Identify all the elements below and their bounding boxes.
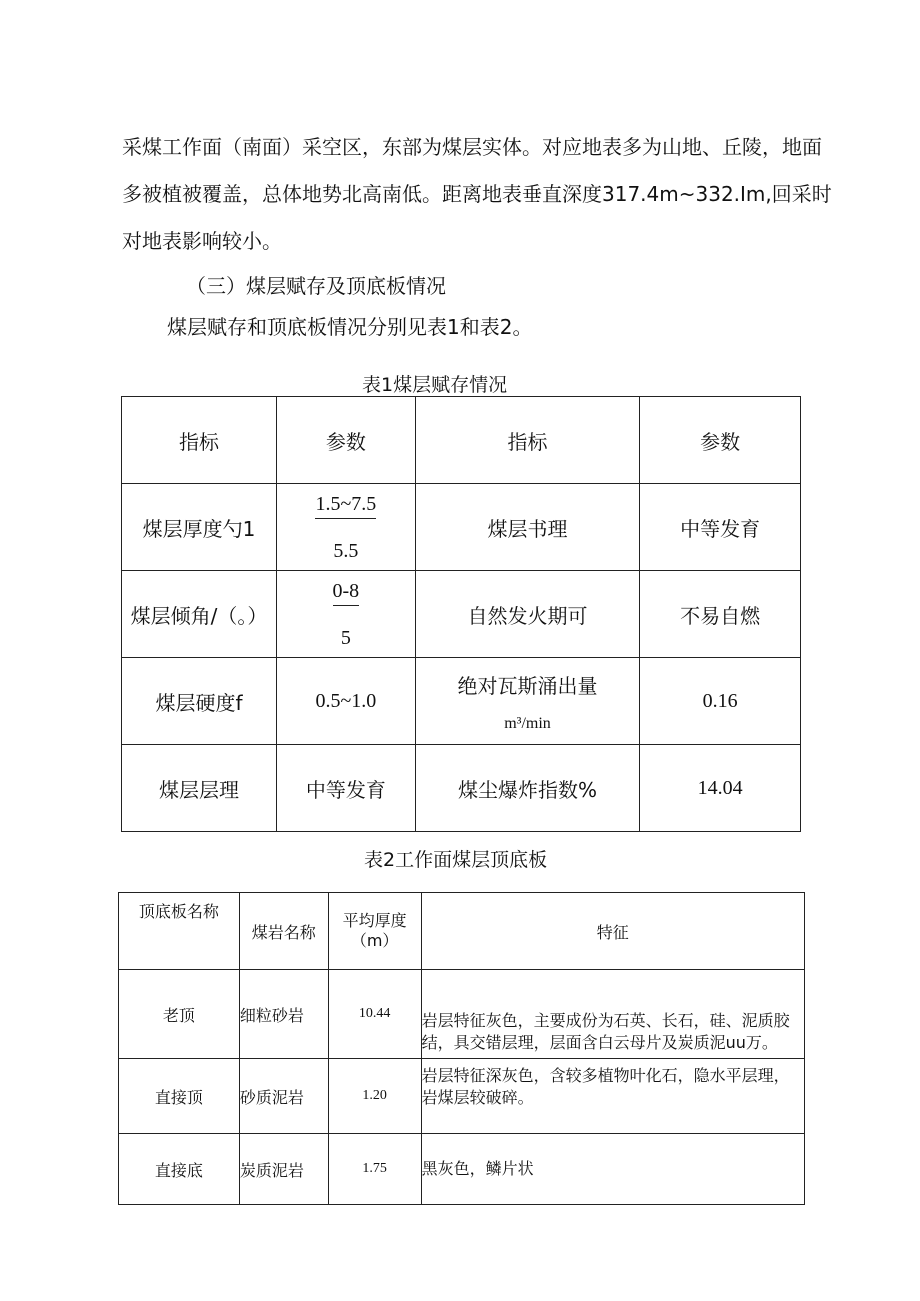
indicator-cell: 煤尘爆炸指数% (415, 745, 640, 832)
thickness-cell: 1.75 (328, 1134, 421, 1205)
parameter-cell: 0.5~1.0 (276, 658, 415, 745)
indicator-cell (415, 658, 640, 745)
thickness-cell: 10.44 (328, 970, 421, 1059)
indicator-cell: 煤层厚度勺1 (122, 484, 277, 571)
indicator-cell: 自然发火期可 (415, 571, 640, 658)
table-header-row (122, 397, 801, 484)
header-cell: 顶底板名称 (119, 893, 240, 970)
roof-floor-table (118, 892, 805, 1205)
parameter-cell (276, 571, 415, 658)
parameter-cell: 14.04 (640, 745, 801, 832)
header-cell: 平均厚度（m） (328, 893, 421, 970)
parameter-cell: 中等发育 (276, 745, 415, 832)
header-cell: 指标 (122, 397, 277, 484)
name-cell: 老顶 (119, 970, 240, 1059)
feature-cell: 岩层特征深灰色，含较多植物叶化石，隐水平层理，岩煤层较破碎。 (421, 1059, 804, 1134)
unit-label: m³/min (504, 714, 551, 732)
name-cell: 直接底 (119, 1134, 240, 1205)
feature-cell: 岩层特征灰色，主要成份为石英、长石，硅、泥质胶结，具交错层理，层面含白云母片及炭质泥uu万。 (421, 970, 804, 1059)
table-row (122, 745, 801, 832)
header-cell: 特征 (421, 893, 804, 970)
indicator-cell: 煤层层理 (122, 745, 277, 832)
table-row (122, 571, 801, 658)
paragraph-goaf-description: 采煤工作面（南面）采空区，东部为煤层实体。对应地表多为山地、丘陵，地面多被植被覆盖，总体地势北高南低。距离地表垂直深度317.4m~332.Im,回采时对地表影响较小。 (122, 135, 832, 253)
rock-cell: 炭质泥岩 (239, 1134, 328, 1205)
table2-caption: 表2工作面煤层顶底板 (364, 849, 548, 871)
parameter-cell: 不易自燃 (640, 571, 801, 658)
header-cell: 参数 (276, 397, 415, 484)
table-header-row (119, 893, 805, 970)
thickness-cell: 1.20 (328, 1059, 421, 1134)
coal-seam-occurrence-table (121, 396, 801, 832)
range-value: 1.5~7.5 (315, 492, 376, 519)
header-cell: 参数 (640, 397, 801, 484)
indicator-cell: 煤层书理 (415, 484, 640, 571)
table1-caption: 表1煤层赋存情况 (362, 374, 508, 396)
feature-cell: 黑灰色，鳞片状 (421, 1134, 804, 1205)
parameter-cell: 0.16 (640, 658, 801, 745)
table-row (119, 1134, 805, 1205)
parameter-cell (276, 484, 415, 571)
average-value: 5 (340, 626, 351, 649)
name-cell: 直接顶 (119, 1059, 240, 1134)
header-cell: 指标 (415, 397, 640, 484)
parameter-cell: 中等发育 (640, 484, 801, 571)
table-row (122, 658, 801, 745)
range-value: 0-8 (333, 579, 360, 606)
table-row (119, 1059, 805, 1134)
average-value: 5.5 (333, 539, 359, 562)
rock-cell: 细粒砂岩 (239, 970, 328, 1059)
header-cell: 煤岩名称 (239, 893, 328, 970)
section-heading: （三）煤层赋存及顶底板情况 (186, 274, 446, 298)
indicator-cell: 煤层倾角/（。） (122, 571, 277, 658)
indicator-label: 绝对瓦斯涌出量 (457, 673, 598, 698)
table-row (119, 970, 805, 1059)
paragraph-table-reference: 煤层赋存和顶底板情况分别见表1和表2。 (167, 315, 533, 339)
table-row (122, 484, 801, 571)
rock-cell: 砂质泥岩 (239, 1059, 328, 1134)
indicator-cell: 煤层硬度f (122, 658, 277, 745)
